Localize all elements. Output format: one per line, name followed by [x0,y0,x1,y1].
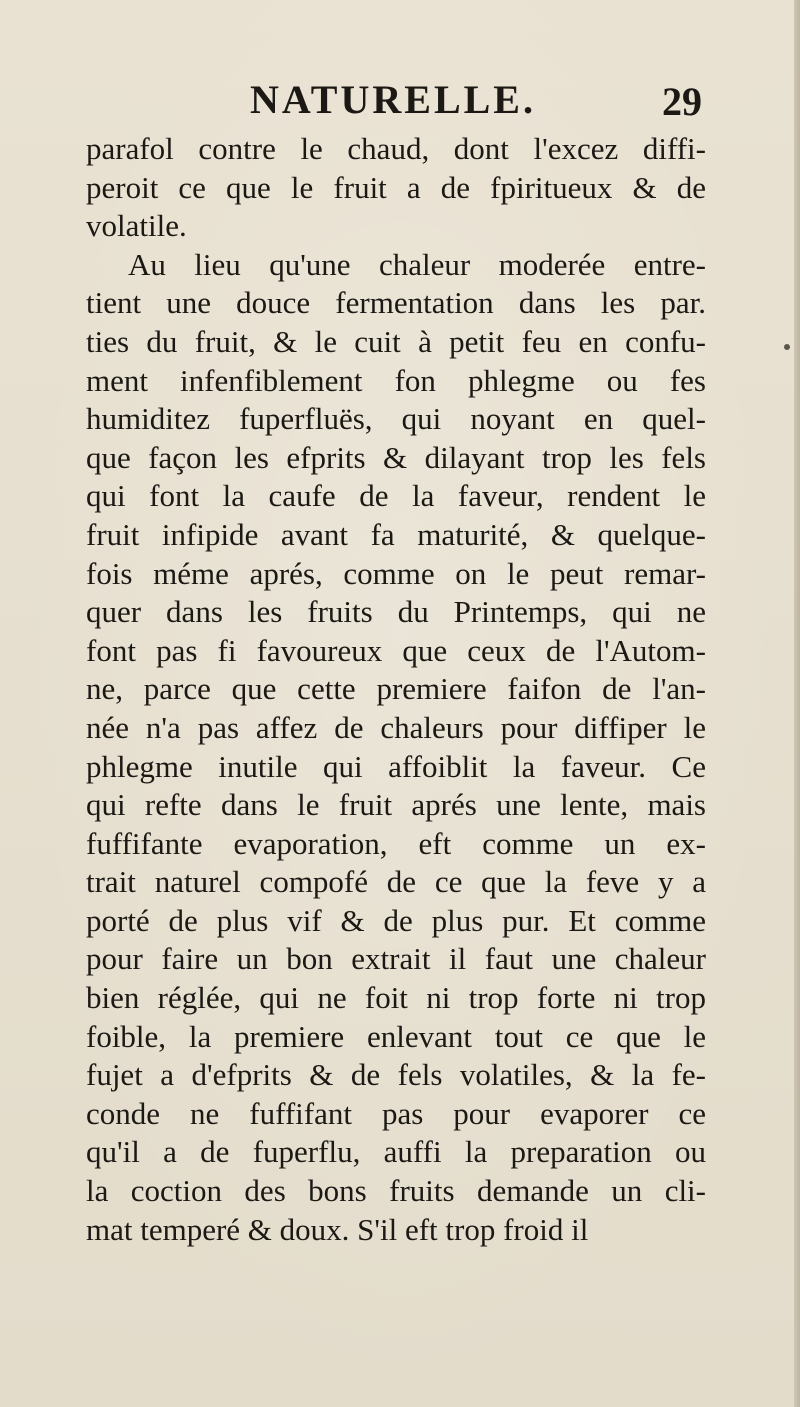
text-line: ties du fruit, & le cuit à petit feu en confu- [86,323,706,359]
running-head [90,72,710,132]
text-line: que façon les efprits & dilayant trop les fels [86,439,706,475]
body-text [86,130,706,1249]
text-line: qu'il a de fuperflu, auffi la preparation ou [86,1134,706,1170]
text-line: ment infenfiblement fon phlegme ou fes [86,362,706,398]
text-line: volatile. [86,208,187,244]
text-line: fois méme aprés, comme on le peut remar- [86,555,706,591]
text-line: quer dans les fruits du Printemps, qui ne [86,594,706,630]
text-line: parafol contre le chaud, dont l'excez diffi- [86,131,706,166]
text-line: la coction des bons fruits demande un cli- [86,1173,706,1209]
text-line: foible, la premiere enlevant tout ce que le [86,1018,706,1054]
text-line: ne, parce que cette premiere faifon de l'an- [86,671,706,707]
text-line: pour faire un bon extrait il faut une chaleur [86,941,706,977]
text-line: humiditez fuperfluës, qui noyant en quel- [86,401,706,437]
page-edge [794,0,800,1407]
text-line: mat temperé & doux. S'il eft trop froid il [86,1211,589,1247]
text-line: fuffifante evaporation, eft comme un ex- [86,825,706,861]
ink-speck [784,344,790,350]
text-line: qui refte dans le fruit aprés une lente, mais [86,787,706,823]
text-line: trait naturel compofé de ce que la feve y a [86,864,706,900]
text-line: conde ne fuffifant pas pour evaporer ce [86,1095,706,1131]
text-line: phlegme inutile qui affoiblit la faveur. Ce [86,748,706,784]
text-line: font pas fi favoureux que ceux de l'Autom- [86,632,706,668]
text-line: qui font la caufe de la faveur, rendent le [86,478,706,514]
text-line: Au lieu qu'une chaleur moderée entre- [128,246,706,282]
text-line: porté de plus vif & de plus pur. Et comme [86,902,706,938]
text-line: tient une douce fermentation dans les par. [86,285,706,321]
text-line: bien réglée, qui ne foit ni trop forte ni trop [86,980,706,1016]
text-line: fruit infipide avant fa maturité, & quelque- [86,516,706,552]
text-line: née n'a pas affez de chaleurs pour diffiper le [86,709,706,745]
text-line: fujet a d'efprits & de fels volatiles, & la fe- [86,1057,706,1093]
text-line: peroit ce que le fruit a de fpiritueux & de [86,169,706,205]
page-number: 29 [662,79,702,124]
running-title: NATURELLE. [250,77,536,122]
